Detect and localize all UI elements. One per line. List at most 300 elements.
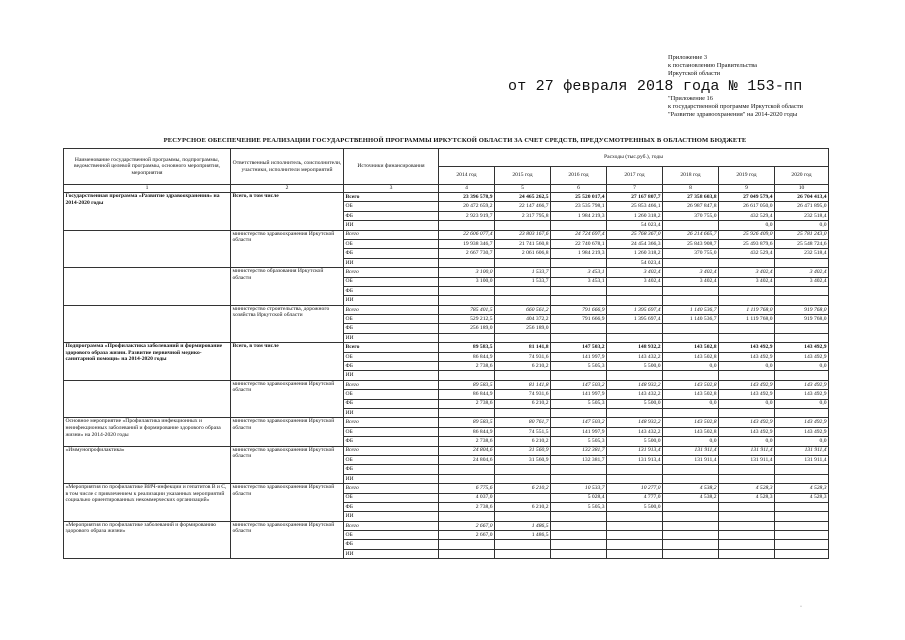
table-row xyxy=(64,343,829,352)
value-cell xyxy=(495,258,551,267)
value-cell: 141 997,9 xyxy=(551,390,607,399)
program-name-cell: Государственная программа «Развитие здравоохранения» на 2014-2020 годы xyxy=(64,193,231,231)
value-cell: 131 911,4 xyxy=(775,455,829,464)
value-cell: 1 533,7 xyxy=(495,277,551,286)
value-cell: 25 926 409,0 xyxy=(719,230,775,239)
value-cell: 3 402,4 xyxy=(607,268,663,277)
value-cell: 143 492,9 xyxy=(719,352,775,361)
value-cell: 26 214 665,7 xyxy=(663,230,719,239)
year-header: 2020 год xyxy=(775,167,829,185)
source-cell: ОБ xyxy=(344,427,439,436)
value-cell: 919 768,0 xyxy=(775,315,829,324)
value-cell: 143 492,9 xyxy=(719,418,775,427)
value-cell xyxy=(551,531,607,540)
value-cell xyxy=(551,549,607,558)
source-cell: ИИ xyxy=(344,258,439,267)
value-cell xyxy=(719,531,775,540)
value-cell xyxy=(663,408,719,417)
value-cell: 143 492,9 xyxy=(775,390,829,399)
value-cell: 6 210,2 xyxy=(495,502,551,511)
value-cell: 26 987 847,8 xyxy=(663,202,719,211)
value-cell xyxy=(551,465,607,474)
program-name-cell xyxy=(64,380,231,418)
value-cell: 148 932,2 xyxy=(607,380,663,389)
table-row xyxy=(64,305,829,314)
value-cell: 5 505,3 xyxy=(551,362,607,371)
value-cell: 143 502,8 xyxy=(663,352,719,361)
table-row xyxy=(64,380,829,389)
column-number: 8 xyxy=(663,185,719,193)
source-cell: ФБ xyxy=(344,399,439,408)
value-cell xyxy=(663,324,719,333)
value-cell xyxy=(439,549,495,558)
value-cell xyxy=(775,286,829,295)
value-cell: 3 453,1 xyxy=(551,277,607,286)
value-cell: 86 844,9 xyxy=(439,390,495,399)
value-cell: 27 358 603,8 xyxy=(663,193,719,202)
appendix-line: к постановлению Правительства xyxy=(668,62,758,70)
value-cell: 143 492,9 xyxy=(775,418,829,427)
value-cell xyxy=(663,258,719,267)
value-cell: 2 738,6 xyxy=(439,362,495,371)
value-cell xyxy=(719,502,775,511)
value-cell: 20 472 659,2 xyxy=(439,202,495,211)
value-cell xyxy=(719,324,775,333)
table-row xyxy=(64,230,829,239)
value-cell: 0,0 xyxy=(775,437,829,446)
value-cell: 1 486,5 xyxy=(495,531,551,540)
executor-cell: министерство здравоохранения Иркутской области xyxy=(231,230,344,268)
value-cell: 3 402,4 xyxy=(663,268,719,277)
value-cell xyxy=(495,296,551,305)
value-cell xyxy=(719,549,775,558)
value-cell: 143 432,2 xyxy=(607,352,663,361)
value-cell: 25 493 879,6 xyxy=(719,239,775,248)
value-cell xyxy=(495,286,551,295)
value-cell: 143 502,8 xyxy=(663,380,719,389)
year-header: 2015 год xyxy=(495,167,551,185)
column-number: 9 xyxy=(719,185,775,193)
value-cell: 141 997,9 xyxy=(551,427,607,436)
value-cell: 6 210,2 xyxy=(495,399,551,408)
appendix-line: Приложение 3 xyxy=(668,54,708,61)
value-cell: 4 528,3 xyxy=(775,484,829,493)
value-cell xyxy=(663,512,719,521)
value-cell xyxy=(719,286,775,295)
value-cell: 21 741 560,8 xyxy=(495,239,551,248)
value-cell: 24 465 262,5 xyxy=(495,193,551,202)
value-cell: 3 402,4 xyxy=(719,268,775,277)
value-cell xyxy=(663,371,719,380)
value-cell xyxy=(663,502,719,511)
value-cell: 10 533,7 xyxy=(551,484,607,493)
value-cell: 232 518,4 xyxy=(775,249,829,258)
value-cell: 143 502,8 xyxy=(663,418,719,427)
value-cell: 3 100,0 xyxy=(439,277,495,286)
source-cell: ОБ xyxy=(344,455,439,464)
value-cell: 1 486,5 xyxy=(495,521,551,530)
source-cell: Всего xyxy=(344,484,439,493)
source-cell: ФБ xyxy=(344,362,439,371)
value-cell: 143 492,9 xyxy=(775,380,829,389)
appendix-line: "Развитие здравоохранения" на 2014-2020 годы xyxy=(668,111,798,119)
value-cell: 3 453,1 xyxy=(551,268,607,277)
appendix-line: "Приложение 16 xyxy=(668,95,713,102)
value-cell xyxy=(663,465,719,474)
value-cell xyxy=(439,286,495,295)
value-cell: 143 502,8 xyxy=(663,427,719,436)
source-cell: ОБ xyxy=(344,531,439,540)
value-cell: 22 740 678,1 xyxy=(551,239,607,248)
value-cell: 24 804,6 xyxy=(439,446,495,455)
source-cell: ФБ xyxy=(344,502,439,511)
source-cell: ОБ xyxy=(344,315,439,324)
source-cell: Всего xyxy=(344,418,439,427)
value-cell: 1 984 219,3 xyxy=(551,249,607,258)
source-cell: Всего xyxy=(344,305,439,314)
source-cell: ФБ xyxy=(344,437,439,446)
source-cell: ФБ xyxy=(344,249,439,258)
source-cell: ФБ xyxy=(344,211,439,220)
value-cell xyxy=(775,333,829,342)
value-cell: 31 560,9 xyxy=(495,455,551,464)
source-cell: ИИ xyxy=(344,371,439,380)
value-cell xyxy=(495,549,551,558)
executor-cell: Всего, в том числе xyxy=(231,193,344,231)
source-cell: ИИ xyxy=(344,333,439,342)
value-cell: 80 761,7 xyxy=(495,418,551,427)
value-cell xyxy=(495,493,551,502)
column-number: 3 xyxy=(344,185,439,193)
value-cell: 132 381,7 xyxy=(551,446,607,455)
value-cell: 131 913,4 xyxy=(607,455,663,464)
value-cell: 25 781 243,0 xyxy=(775,230,829,239)
value-cell: 25 548 724,6 xyxy=(775,239,829,248)
value-cell: 256 189,0 xyxy=(495,324,551,333)
value-cell: 4 777,0 xyxy=(607,493,663,502)
source-cell: ИИ xyxy=(344,512,439,521)
value-cell xyxy=(439,512,495,521)
value-cell xyxy=(439,540,495,549)
value-cell: 6 775,6 xyxy=(439,484,495,493)
value-cell: 148 932,2 xyxy=(607,343,663,352)
value-cell: 1 533,7 xyxy=(495,268,551,277)
value-cell xyxy=(663,540,719,549)
value-cell: 0,0 xyxy=(719,399,775,408)
year-header: 2018 год xyxy=(663,167,719,185)
program-name-cell: «Мероприятия по профилактике заболеваний и формированию здорового образа жизни» xyxy=(64,521,231,559)
value-cell: 2 667,0 xyxy=(439,521,495,530)
source-cell: ФБ xyxy=(344,286,439,295)
program-name-cell xyxy=(64,230,231,268)
value-cell: 19 938 346,7 xyxy=(439,239,495,248)
value-cell: 5 500,0 xyxy=(607,502,663,511)
value-cell: 1 984 219,3 xyxy=(551,211,607,220)
value-cell xyxy=(775,502,829,511)
value-cell: 5 500,0 xyxy=(607,399,663,408)
value-cell xyxy=(607,333,663,342)
value-cell: 3 402,4 xyxy=(663,277,719,286)
value-cell: 6 210,2 xyxy=(495,437,551,446)
value-cell: 132 381,7 xyxy=(551,455,607,464)
column-number: 2 xyxy=(231,185,344,193)
appendix-line: к государственной программе Иркутской области xyxy=(668,103,803,111)
value-cell xyxy=(719,474,775,483)
value-cell: 0,0 xyxy=(663,399,719,408)
value-cell: 2 667 730,7 xyxy=(439,249,495,258)
value-cell: 3 402,4 xyxy=(719,277,775,286)
value-cell: 4 037,0 xyxy=(439,493,495,502)
value-cell xyxy=(551,521,607,530)
table-row xyxy=(64,193,829,202)
value-cell xyxy=(495,371,551,380)
value-cell xyxy=(663,296,719,305)
table-row xyxy=(64,521,829,530)
source-cell: ОБ xyxy=(344,239,439,248)
value-cell: 81 141,8 xyxy=(495,380,551,389)
source-cell: Всего xyxy=(344,230,439,239)
value-cell xyxy=(663,521,719,530)
value-cell: 0,0 xyxy=(663,362,719,371)
value-cell: 89 583,5 xyxy=(439,418,495,427)
value-cell: 0,0 xyxy=(663,437,719,446)
value-cell: 86 844,9 xyxy=(439,427,495,436)
value-cell xyxy=(719,371,775,380)
program-name-cell xyxy=(64,268,231,306)
source-cell: Всего xyxy=(344,193,439,202)
value-cell: 5 500,0 xyxy=(607,437,663,446)
value-cell: 2 317 795,8 xyxy=(495,211,551,220)
header-executor: Ответственный исполнитель, соисполнители, участники, исполнители мероприятий xyxy=(231,149,344,185)
value-cell xyxy=(663,333,719,342)
value-cell: 147 503,2 xyxy=(551,380,607,389)
value-cell: 143 502,8 xyxy=(663,343,719,352)
value-cell: 26 704 413,4 xyxy=(775,193,829,202)
value-cell: 54 023,4 xyxy=(607,258,663,267)
value-cell xyxy=(551,371,607,380)
value-cell: 785 401,5 xyxy=(439,305,495,314)
column-number: 4 xyxy=(439,185,495,193)
value-cell: 0,0 xyxy=(775,399,829,408)
header-expenses: Расходы (тыс.руб.), годы xyxy=(439,149,829,167)
value-cell: 131 911,4 xyxy=(719,455,775,464)
value-cell: 432 529,4 xyxy=(719,249,775,258)
source-cell: ИИ xyxy=(344,549,439,558)
value-cell xyxy=(775,408,829,417)
executor-cell: министерство здравоохранения Иркутской области xyxy=(231,521,344,559)
value-cell: 2 738,6 xyxy=(439,502,495,511)
value-cell xyxy=(663,549,719,558)
value-cell: 27 049 579,4 xyxy=(719,193,775,202)
program-name-cell xyxy=(64,305,231,343)
value-cell xyxy=(439,296,495,305)
value-cell xyxy=(775,512,829,521)
value-cell: 2 738,6 xyxy=(439,437,495,446)
value-cell: 791 666,9 xyxy=(551,315,607,324)
value-cell: 131 911,4 xyxy=(775,446,829,455)
value-cell: 148 932,2 xyxy=(607,418,663,427)
value-cell xyxy=(551,474,607,483)
value-cell: 2 923 919,7 xyxy=(439,211,495,220)
appendix-line: Иркутской области xyxy=(668,70,721,78)
value-cell: 0,0 xyxy=(775,362,829,371)
year-header: 2017 год xyxy=(607,167,663,185)
value-cell xyxy=(607,286,663,295)
value-cell: 4 538,2 xyxy=(663,484,719,493)
value-cell xyxy=(775,531,829,540)
value-cell: 370 755,0 xyxy=(663,211,719,220)
value-cell xyxy=(607,324,663,333)
value-cell xyxy=(719,296,775,305)
value-cell: 143 502,8 xyxy=(663,390,719,399)
source-cell: ОБ xyxy=(344,390,439,399)
value-cell xyxy=(607,521,663,530)
value-cell xyxy=(439,333,495,342)
value-cell: 4 528,3 xyxy=(775,493,829,502)
value-cell xyxy=(607,531,663,540)
value-cell: 1 260 318,2 xyxy=(607,249,663,258)
value-cell: 147 503,2 xyxy=(551,418,607,427)
value-cell: 4 528,3 xyxy=(719,493,775,502)
value-cell: 5 500,0 xyxy=(607,362,663,371)
value-cell: 1 395 697,4 xyxy=(607,305,663,314)
value-cell xyxy=(439,371,495,380)
executor-cell: министерство здравоохранения Иркутской области xyxy=(231,380,344,418)
source-cell: ФБ xyxy=(344,324,439,333)
executor-cell: министерство здравоохранения Иркутской области xyxy=(231,446,344,484)
value-cell: 143 492,9 xyxy=(775,427,829,436)
value-cell xyxy=(439,258,495,267)
value-cell xyxy=(551,296,607,305)
value-cell xyxy=(775,540,829,549)
value-cell: 131 911,4 xyxy=(719,446,775,455)
value-cell: 3 100,0 xyxy=(439,268,495,277)
value-cell xyxy=(663,531,719,540)
value-cell: 1 140 536,7 xyxy=(663,315,719,324)
resolution-date: от 27 февраля 2018 года № 153-пп xyxy=(508,78,803,95)
value-cell: 143 492,9 xyxy=(719,380,775,389)
value-cell: 143 432,2 xyxy=(607,390,663,399)
value-cell: 10 277,0 xyxy=(607,484,663,493)
value-cell xyxy=(439,474,495,483)
value-cell: 2 738,6 xyxy=(439,399,495,408)
value-cell xyxy=(775,474,829,483)
value-cell: 25 843 908,7 xyxy=(663,239,719,248)
value-cell: 370 755,0 xyxy=(663,249,719,258)
value-cell: 432 529,4 xyxy=(719,211,775,220)
value-cell xyxy=(439,465,495,474)
table-row xyxy=(64,446,829,455)
value-cell: 23 803 167,6 xyxy=(495,230,551,239)
value-cell: 0,0 xyxy=(775,221,829,230)
value-cell xyxy=(495,465,551,474)
value-cell: 22 606 077,4 xyxy=(439,230,495,239)
table-row xyxy=(64,268,829,277)
value-cell: 6 210,2 xyxy=(495,362,551,371)
value-cell xyxy=(551,324,607,333)
source-cell: ОБ xyxy=(344,493,439,502)
value-cell: 23 396 578,9 xyxy=(439,193,495,202)
value-cell: 22 147 466,7 xyxy=(495,202,551,211)
value-cell xyxy=(551,221,607,230)
appendix-16-header xyxy=(668,95,803,120)
program-name-cell: Основное мероприятие «Профилактика инфекционных и неинфекционных заболеваний и формирование здорового образа жизни» на 2014-2020 годы xyxy=(64,418,231,446)
source-cell: Всего xyxy=(344,268,439,277)
value-cell xyxy=(719,333,775,342)
value-cell: 5 505,3 xyxy=(551,437,607,446)
value-cell xyxy=(495,540,551,549)
value-cell: 256 189,0 xyxy=(439,324,495,333)
value-cell xyxy=(551,333,607,342)
source-cell: Всего xyxy=(344,521,439,530)
value-cell xyxy=(719,512,775,521)
value-cell xyxy=(663,221,719,230)
page-mark: · xyxy=(800,604,802,610)
source-cell: ИИ xyxy=(344,408,439,417)
source-cell: ФБ xyxy=(344,540,439,549)
value-cell xyxy=(663,286,719,295)
value-cell: 23 535 798,1 xyxy=(551,202,607,211)
value-cell: 1 395 697,4 xyxy=(607,315,663,324)
value-cell xyxy=(775,324,829,333)
value-cell xyxy=(607,549,663,558)
value-cell: 131 911,4 xyxy=(663,446,719,455)
value-cell: 143 492,9 xyxy=(719,427,775,436)
value-cell xyxy=(775,296,829,305)
value-cell: 89 583,5 xyxy=(439,343,495,352)
value-cell: 74 931,6 xyxy=(495,390,551,399)
source-cell: ИИ xyxy=(344,474,439,483)
value-cell xyxy=(551,286,607,295)
value-cell xyxy=(607,371,663,380)
value-cell xyxy=(719,540,775,549)
value-cell xyxy=(719,521,775,530)
value-cell: 404 372,2 xyxy=(495,315,551,324)
value-cell xyxy=(495,512,551,521)
value-cell: 6 210,2 xyxy=(495,484,551,493)
header-source: Источники финансирования xyxy=(344,149,439,185)
executor-cell: министерство образования Иркутской области xyxy=(231,268,344,306)
value-cell: 143 492,9 xyxy=(719,343,775,352)
value-cell xyxy=(495,333,551,342)
column-number: 5 xyxy=(495,185,551,193)
value-cell: 131 911,4 xyxy=(663,455,719,464)
value-cell: 791 666,9 xyxy=(551,305,607,314)
value-cell xyxy=(719,258,775,267)
value-cell: 2 667,0 xyxy=(439,531,495,540)
value-cell: 89 583,5 xyxy=(439,380,495,389)
value-cell xyxy=(719,408,775,417)
value-cell: 24 454 366,3 xyxy=(607,239,663,248)
value-cell xyxy=(719,465,775,474)
source-cell: Всего xyxy=(344,343,439,352)
executor-cell: министерство строительства, дорожного хозяйства Иркутской области xyxy=(231,305,344,343)
source-cell: ОБ xyxy=(344,277,439,286)
source-cell: ИИ xyxy=(344,296,439,305)
value-cell: 147 503,2 xyxy=(551,343,607,352)
column-number: 10 xyxy=(775,185,829,193)
program-name-cell: «Мероприятия по профилактике ВИЧ-инфекции и гепатитов В и С, в том числе с привлечением к реализации указанных мероприятий социально ориентированных некоммерческих организаций» xyxy=(64,484,231,522)
value-cell: 26 471 895,0 xyxy=(775,202,829,211)
value-cell: 141 997,9 xyxy=(551,352,607,361)
value-cell: 4 538,2 xyxy=(663,493,719,502)
source-cell: ИИ xyxy=(344,221,439,230)
value-cell xyxy=(439,221,495,230)
executor-cell: министерство здравоохранения Иркутской области xyxy=(231,418,344,446)
value-cell xyxy=(551,540,607,549)
value-cell: 31 560,9 xyxy=(495,446,551,455)
column-number: 6 xyxy=(551,185,607,193)
